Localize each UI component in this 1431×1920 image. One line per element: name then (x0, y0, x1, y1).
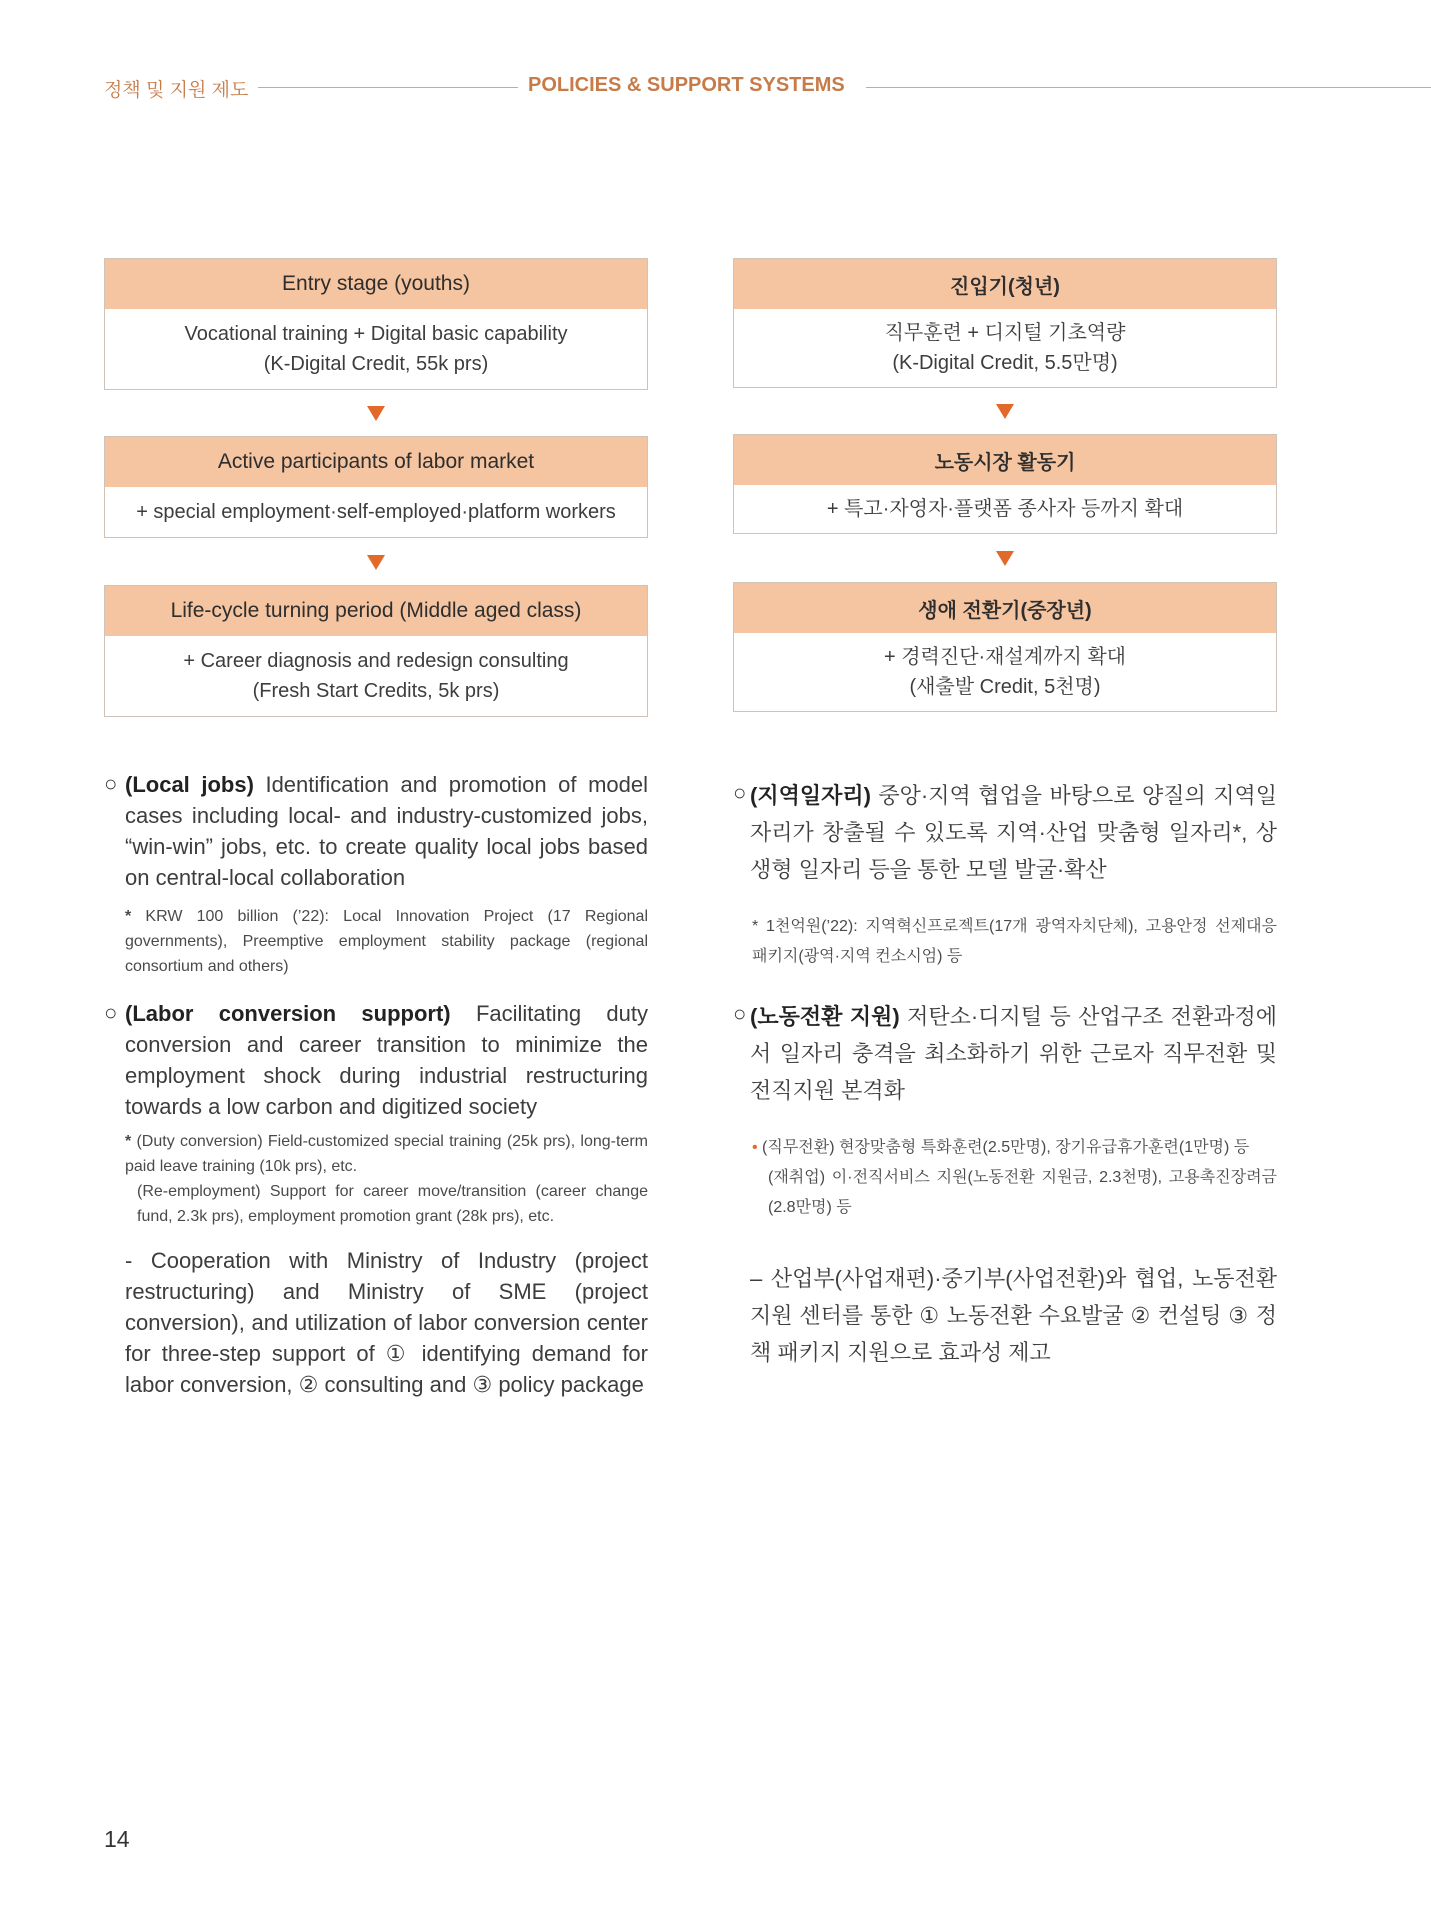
labor-conversion-paragraph-ko (750, 998, 1277, 1109)
section-title-english: POLICIES & SUPPORT SYSTEMS (528, 74, 845, 96)
cooperation-paragraph-ko (750, 1260, 1277, 1371)
local-jobs-paragraph-en (125, 769, 648, 893)
labor-conversion-text: Facilitating duty conversion and career transition to minimize the employment shock during industrial restructuring towards a low carbon and digitized society (125, 1001, 648, 1119)
local-jobs-text: Identification and promotion of model cases including local- and industry-customized jobs, “win-win” jobs, etc. to create quality local jobs based on central-local collaboration (125, 772, 649, 890)
note-text: KRW 100 billion (’22): Local Innovation Project (17 Regional governments), Preemptive employment stability package (regional consortium and others) (125, 908, 648, 975)
bullet-dot-icon: • (752, 1139, 758, 1156)
stage-line: + Career diagnosis and redesign consulting (183, 650, 569, 672)
stage-body (105, 309, 647, 389)
local-jobs-note-en (125, 904, 648, 979)
stage-line: Vocational training + Digital basic capability (184, 323, 568, 345)
stage-line: + special employment·self-employed·platform workers (136, 501, 616, 523)
stage-title: 생애 전환기(중장년) (734, 583, 1276, 633)
stage-line: 직무훈련 + 디지털 기초역량 (884, 322, 1126, 344)
stage-box-active-en (104, 436, 648, 538)
stage-box-lifecycle-en (104, 585, 648, 717)
cooperation-text: – 산업부(사업재편)·중기부(사업전환)와 협업, 노동전환지원 센터를 통한 ① 노동전환 수요발굴 ② 컨설팅 ③ 정책 패키지 지원으로 효과성 제고 (750, 1266, 1277, 1365)
note-mark: * (125, 1133, 132, 1150)
labor-conversion-heading: (노동전환 지원) (750, 1004, 900, 1029)
labor-conversion-text: 저탄소·디지털 등 산업구조 전환과정에서 일자리 충격을 최소화하기 위한 근로자 직무전환 및 전직지원 본격화 (750, 1004, 1278, 1103)
header-divider (258, 87, 518, 88)
stage-line: + 특고·자영자·플랫폼 종사자 등까지 확대 (826, 498, 1184, 520)
stage-box-entry-ko (733, 258, 1277, 388)
stage-box-lifecycle-ko (733, 582, 1277, 712)
stage-body (734, 633, 1276, 711)
stage-box-entry-en (104, 258, 648, 390)
stage-line: + 경력진단·재설계까지 확대 (884, 646, 1126, 668)
local-jobs-heading: (지역일자리) (750, 783, 871, 808)
stage-line: (K-Digital Credit, 5.5만명) (892, 352, 1118, 374)
local-jobs-note-ko (752, 912, 1277, 972)
stage-body (105, 487, 647, 537)
stage-title: Entry stage (youths) (105, 259, 647, 309)
local-jobs-paragraph-ko (750, 777, 1277, 888)
stage-line: (K-Digital Credit, 55k prs) (263, 353, 489, 375)
stage-title: Life-cycle turning period (Middle aged class) (105, 586, 647, 636)
cooperation-text: - Cooperation with Ministry of Industry (project restructuring) and Ministry of SME (project conversion), and utilization of labor conversion center for three-step support of ① identifying demand for labor conversion, ② consulting and ③ policy package (125, 1248, 648, 1397)
header-divider (866, 87, 1431, 88)
note-text: 1천억원(’22): 지역혁신프로젝트(17개 광역자치단체), 고용안정 선제대응 패키지(광역·지역 컨소시엄) 등 (752, 918, 1277, 965)
bullet-circle: ○ (104, 771, 118, 796)
stage-line: (새출발 Credit, 5천명) (909, 676, 1101, 698)
stage-line: (Fresh Start Credits, 5k prs) (252, 680, 500, 702)
note-mark: * (752, 918, 759, 935)
stage-title: 노동시장 활동기 (734, 435, 1276, 485)
note-text: (재취업) 이·전직서비스 지원(노동전환 지원금, 2.3천명), 고용촉진장려금 (2.8만명) 등 (768, 1169, 1277, 1216)
note-text: (직무전환) 현장맞춤형 특화훈련(2.5만명), 장기유급휴가훈련(1만명) 등 (757, 1139, 1250, 1156)
local-jobs-text: 중앙·지역 협업을 바탕으로 양질의 지역일자리가 창출될 수 있도록 지역·산업 맞춤형 일자리*, 상생형 일자리 등을 통한 모델 발굴·확산 (750, 783, 1277, 882)
section-title-korean: 정책 및 지원 제도 (104, 80, 249, 101)
note-text: (Re-employment) Support for career move/transition (career change fund, 2.3k prs), employment promotion grant (28k prs), etc. (137, 1183, 648, 1225)
stage-body (734, 309, 1276, 387)
bullet-circle: ○ (733, 780, 747, 805)
stage-title: 진입기(청년) (734, 259, 1276, 309)
down-arrow-icon (367, 555, 385, 570)
down-arrow-icon (996, 551, 1014, 566)
note-mark: * (125, 908, 132, 925)
bullet-circle: ○ (733, 1001, 747, 1026)
down-arrow-icon (996, 404, 1014, 419)
local-jobs-heading: (Local jobs) (125, 772, 254, 797)
note-text: (Duty conversion) Field-customized special training (25k prs), long-term paid leave training (10k prs), etc. (125, 1133, 648, 1175)
labor-conversion-note-en (125, 1129, 648, 1229)
stage-title: Active participants of labor market (105, 437, 647, 487)
stage-body (105, 636, 647, 716)
cooperation-paragraph-en (125, 1245, 648, 1400)
labor-conversion-heading: (Labor conversion support) (125, 1001, 451, 1026)
page-header (0, 72, 1431, 102)
page-number: 14 (104, 1826, 130, 1852)
bullet-circle: ○ (104, 1000, 118, 1025)
labor-conversion-note-ko (752, 1133, 1277, 1223)
labor-conversion-paragraph-en (125, 998, 648, 1122)
stage-box-active-ko (733, 434, 1277, 534)
stage-body (734, 485, 1276, 533)
down-arrow-icon (367, 406, 385, 421)
